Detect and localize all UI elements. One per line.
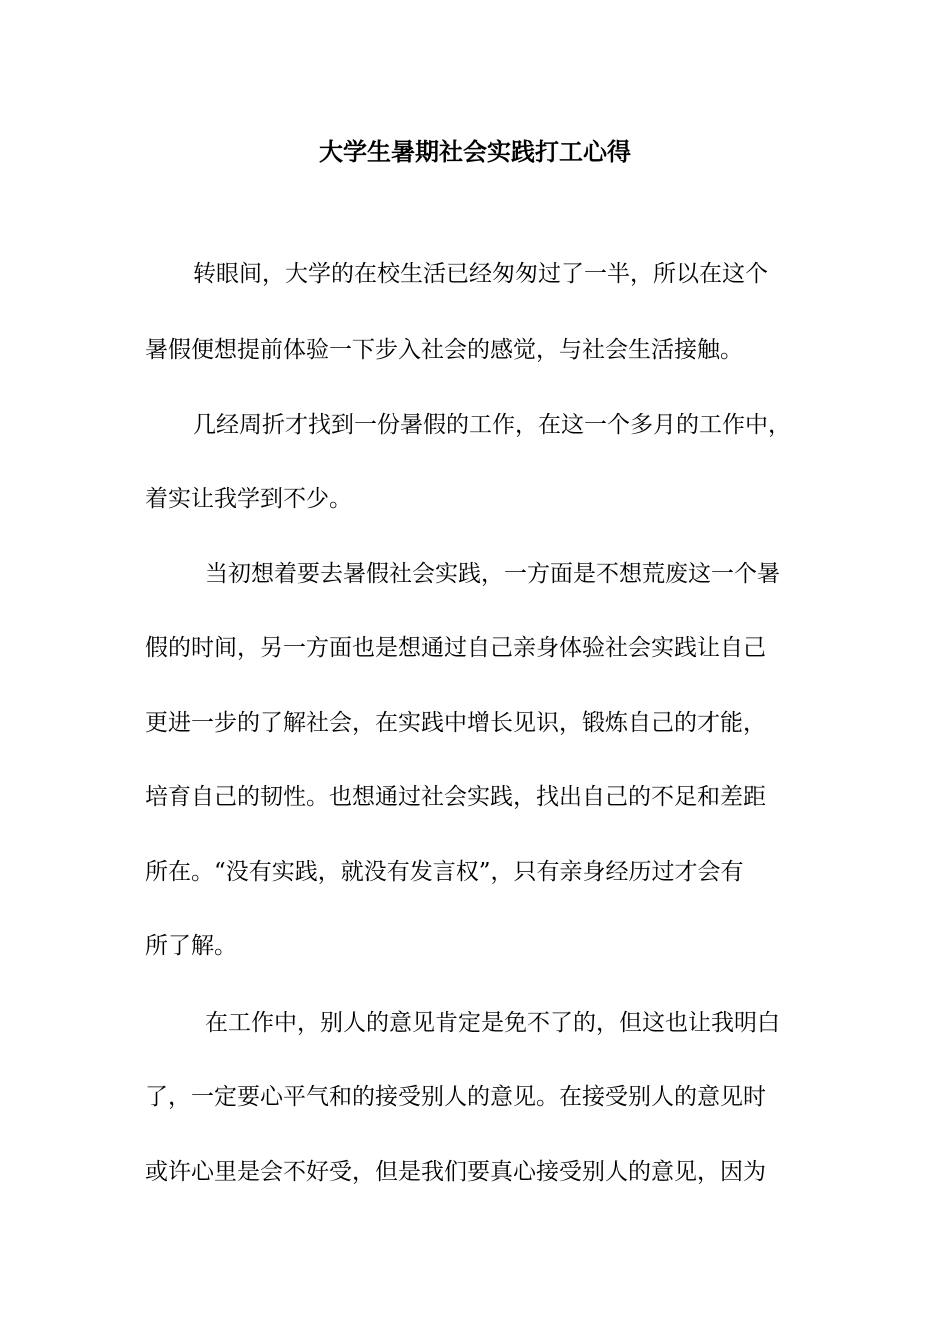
text-line: 假的时间，另一方面也是想通过自己亲身体验社会实践让自己 [145, 635, 766, 661]
text-line: 所了解。 [145, 933, 237, 959]
document-title: 大学生暑期社会实践打工心得 [319, 137, 631, 166]
text-line: 在工作中，别人的意见肯定是免不了的，但这也让我明白 [205, 1010, 780, 1036]
text-line: 培育自己的韧性。也想通过社会实践，找出自己的不足和差距 [145, 784, 766, 810]
text-line: 几经周折才找到一份暑假的工作，在这一个多月的工作中， [193, 412, 791, 438]
text-line: 了，一定要心平气和的接受别人的意见。在接受别人的意见时 [145, 1084, 766, 1110]
text-line: 更进一步的了解社会，在实践中增长见识，锻炼自己的才能， [145, 710, 766, 736]
text-line: 暑假便想提前体验一下步入社会的感觉，与社会生活接触。 [145, 337, 743, 363]
text-line: 所在。“没有实践，就没有发言权”，只有亲身经历过才会有 [145, 859, 744, 885]
text-line: 转眼间，大学的在校生活已经匆匆过了一半，所以在这个 [193, 261, 768, 287]
text-line: 着实让我学到不少。 [145, 486, 352, 512]
text-line: 当初想着要去暑假社会实践，一方面是不想荒废这一个暑 [205, 561, 780, 587]
text-line: 或许心里是会不好受，但是我们要真心接受别人的意见，因为 [145, 1159, 766, 1185]
